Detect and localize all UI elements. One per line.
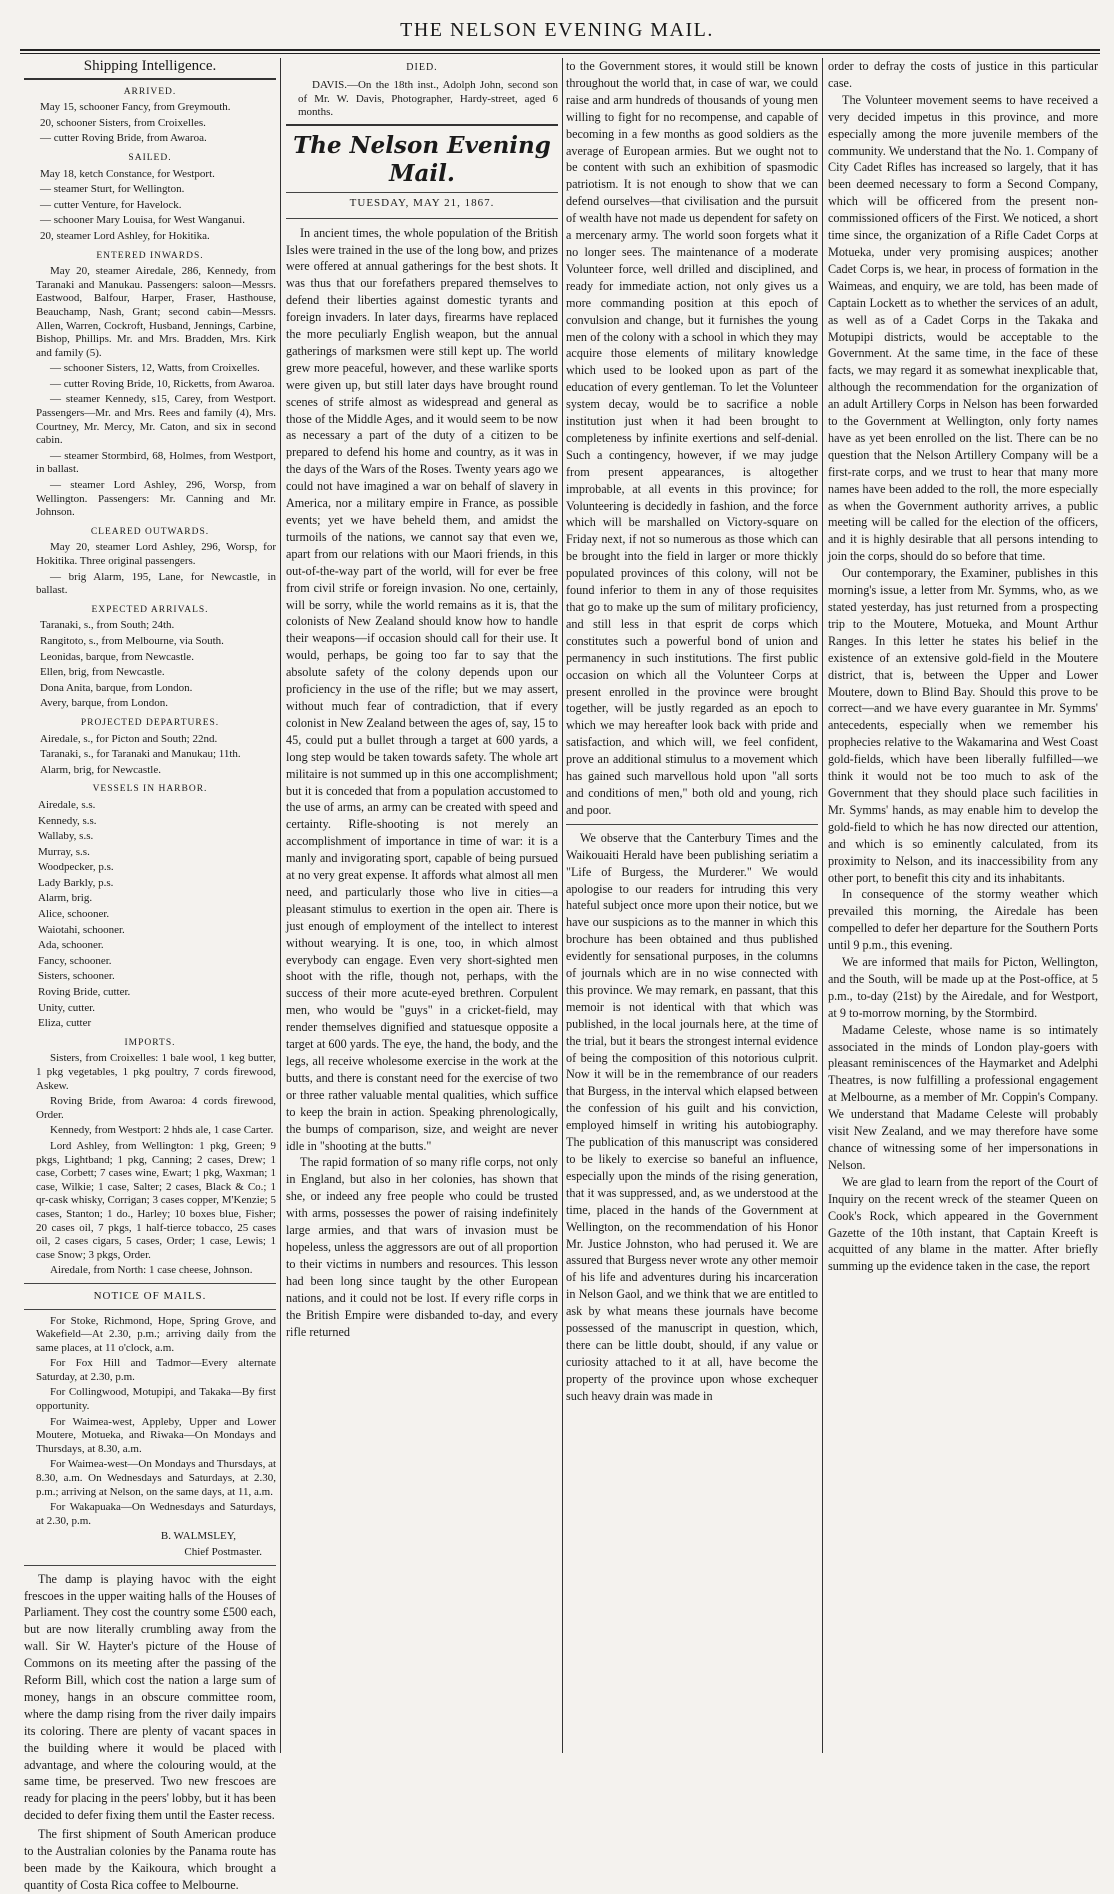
column-4 <box>828 58 1098 1753</box>
article-paragraph: Madame Celeste, whose name is so intimately associated in the minds of London play-goers with pleasant reminiscences of the Haymarket and Adelphi Theatres, is now fulfilling a professional engagement at Melbourne, as a member of Mr. Coppin's Company. We understand that Madame Celeste will probably visit New Zealand, and we may therefore have some chance of witnessing some of her impersonations in Nelson. <box>828 1022 1098 1172</box>
shipping-title: Shipping Intelligence. <box>83 58 217 74</box>
vessel-entry: Waiotahi, schooner. <box>38 923 125 936</box>
import-entry: Kennedy, from Westport: 2 hhds ale, 1 case Carter. <box>50 1124 274 1137</box>
article-paragraph: The damp is playing havoc with the eight frescoes in the upper waiting halls of the Houses of Parliament. They cost the country some £500 each, but are now literally crumbling away from the wall. Sir W. Hayter's picture of the House of Commons on its meeting after the passing of the Reform Bill, which cost the nation a large sum of money, hangs in an obscure committee room, where the damp rising from the river daily impairs its coloring. There are plenty of vacant spaces in the building where it would be placed with advantage, and where the colouring would, at the same time, be preserved. Two new frescoes are ready for placing in the peers' lobby, but it has been decided to defer fixing them until the Easter recess. <box>24 1571 276 1823</box>
mail-notice: For Collingwood, Motupipi, and Takaka—By first opportunity. <box>36 1386 276 1413</box>
vessel-entry: Ada, schooner. <box>38 939 104 952</box>
divider <box>24 1565 276 1566</box>
article-paragraph: to the Government stores, it would still be known throughout the world that, in case of war, we could raise and arm hundreds of thousands of young men willing to fight for no recompense, and capable of becoming in a few months as good soldiers as the average of European armies. But we ought not to be content with such an exhibition of spasmodic patriotism. It is not enough to show that we can defend ourselves—that civilisation and the pursuit of wealth have not made us dependent for safety on a mercenary army. The world soon forgets what it no longer sees. The maintenance of a moderate Volunteer force, well drilled and disciplined, and ready for immediate action, not only gives us a more commanding position at this epoch of convulsion and change, but it furnishes the young men of the colony with a school in which they may acquire those elements of military knowledge which used to be looked upon as part of the education of every gentleman. To let the Volunteer system decay, would be to sacrifice a noble institution just when it had been brought to completeness by infinite exertions and self-denial. Such a contingency, however, if we may judge from present appearances, is altogether improbable, at all events in this province; for Volunteering is decidedly in fashion, and the force which will be marshalled on Victory-square on Friday next, if not so numerous as those which can be brought into the field in larger or more thickly populated provinces of this colony, will not be found inferior to them in any of those requisites that go to make up the sum of military proficiency, and still less in that esprit de corps which constitutes such a powerful bond of union and permanency in such institutions. The first public occasion on which all the Volunteer Corps at present enrolled in the province were brought together, will be justly regarded as an epoch to which we may hereafter look back with pride and satisfaction, and which will, we feel confident, prove an additional stimulus to a movement which has gained such marvellous hold upon "all sorts and conditions of men," both old and young, rich and poor. <box>566 59 818 817</box>
arrived-heading: ARRIVED. <box>123 86 177 97</box>
column-1 <box>24 58 277 1892</box>
article-paragraph: We observe that the Canterbury Times and the Waikouaiti Herald have been publishing seriatim a "Life of Burgess, the Murderer." We would apologise to our readers for intruding this very hateful subject once more upon their notice, but we have our suspicions as to the manner in which this brochure has been obtained and thus published evidently for sensational purposes, in the columns of journals which are in no wise connected with this province. We may remark, en passant, that this memoir is not identical with that which was published, in the local journals here, at the time of the trial, but it bears the strongest internal evidence of being the composition of this notorious culprit. Now it will be in the remembrance of our readers that Burgess, in the interval which elapsed between the confession of his guilt and his conviction, employed himself in writing his autobiography. The publication of this manuscript was considered to be likely to exercise so baneful an influence, especially upon the minds of the rising generation, that it was suppressed, and, as we understood at the time, placed in the hands of the Government at Wellington, on the recommendation of his Honor Mr. Justice Johnston, who had perused it. We are assured that Burgess never wrote any other memoir of his life and adventures during his incarceration in Nelson Gaol, and we think that we are entitled to ask by what means these journals have become possessed of the manuscript in question, which, there can be little doubt, should, if any value or curiosity attached to it at all, have become the property of the province upon whose exchequer such heavy drain was made in <box>566 830 818 1403</box>
article-paragraph: The first shipment of South American produce to the Australian colonies by the Panama route has been made by the Kaikoura, which brought a quantity of Costa Rica coffee to Melbourne. <box>24 1827 276 1892</box>
article-paragraph: In consequence of the stormy weather which prevailed this morning, the Airedale has been compelled to defer her departure for the Southern Ports until 9 p.m., this evening. <box>828 887 1098 953</box>
import-entry: Airedale, from North: 1 case cheese, Johnson. <box>50 1264 253 1277</box>
vessel-entry: Wallaby, s.s. <box>38 830 94 843</box>
shipping-entry: May 20, steamer Airedale, 286, Kennedy, from Taranaki and Manukau. Passengers: saloon—Messrs. Eastwood, Balfour, Harper, Fraser, Hasthouse, Beauchamp, Nash, Grant; second cabin—Messrs. Allen, Warren, Cockroft, Husband, Jennings, Carbine, Bishop, Phillips. Mr. and Mrs. Bradden, Mrs. Kirk and family (5). <box>36 265 276 359</box>
expected-list <box>24 619 276 711</box>
column-3 <box>566 58 818 1753</box>
article-paragraph: The Volunteer movement seems to have received a very decided impetus in this province, and more especially among the more juvenile members of the community. We understand that the No. 1. Company of City Cadet Rifles has increased so largely, that it has been deemed necessary to form a Second Company, which will be officered from the present non-commissioned officers of the First. We noticed, a short time since, the organization of a Rifle Cadet Corps at Motueka, under very promising auspices; another Cadet Corps is, we hear, in process of formation in the Waimeas, and enquiry, we are told, has been made of Captain Lockett as to whether the services of an adult, as well as of a Cadet Corps in the Takaka and Motupipi districts, would be acceptable to the Government. At the same time, in the face of these facts, we may regard it as somewhat inexplicable that, although the recommendation for the organization of an adult Artillery Corps in Nelson has been forwarded to the Government at Wellington, only forty names have as yet been enrolled on the list. There can be no question that the Nelson Artillery Company will be a first-rate corps, and we trust to hear that many more names have been added to the roll, the more especially as when the Government authority arrives, a public meeting will be called for the election of the officers, and it is highly desirable that all persons intending to join the corps, should do so before that time. <box>828 92 1098 564</box>
divider <box>24 1309 276 1310</box>
divider <box>24 78 276 80</box>
vessel-entry: Fancy, schooner. <box>38 954 112 967</box>
shipping-entry: Dona Anita, barque, from London. <box>40 681 193 694</box>
divider <box>24 1283 276 1284</box>
vessel-entry: Unity, cutter. <box>38 1001 96 1014</box>
header-rule <box>20 49 1100 51</box>
sailed-heading: SAILED. <box>128 152 172 163</box>
shipping-entry: — steamer Stormbird, 68, Holmes, from Westport, in ballast. <box>36 449 276 476</box>
vessel-entry: Roving Bride, cutter. <box>38 986 131 999</box>
shipping-entry: Taranaki, s., from South; 24th. <box>40 619 175 632</box>
shipping-entry: Airedale, s., for Picton and South; 22nd. <box>40 732 218 745</box>
arrived-list <box>24 101 276 146</box>
died-heading: DIED. <box>406 62 438 73</box>
masthead <box>0 0 1114 50</box>
shipping-entry: Rangitoto, s., from Melbourne, via South. <box>40 634 224 647</box>
article-paragraph: The rapid formation of so many rifle corps, not only in England, but also in her colonies, has shown that she, or indeed any free people who could be trusted with arms, possesses the power of raising indefinitely large armies, and that wars of invasion must be hopeless, unless the aggressors are out of all proportion to their victims in numbers and resources. This lesson had been long since taught by the other European nations, and it could not be lost. If every rifle corps in the British Empire were disbanded to-day, and every rifle returned <box>286 1155 558 1339</box>
column-divider <box>280 58 281 1753</box>
shipping-entry: 20, schooner Sisters, from Croixelles. <box>40 116 206 129</box>
column-divider <box>822 58 823 1753</box>
divider <box>566 824 818 825</box>
entered-list <box>24 265 276 520</box>
article-paragraph: In ancient times, the whole population of the British Isles were trained in the use of the long bow, and prizes were offered at annual gatherings for the best shots. It was thus that our forefathers prepared themselves to defend their liberties against domestic tyrants and foreign invaders. In later days, firearms have replaced the more peculiarly English weapon, but the annual gatherings of marksmen were still kept up. The world grew more peaceful, however, and these warlike sports were given up, but still later days have brought round scenes of strife almost as widespread and general as those of the Middle Ages, and it would seem to be now as necessary a part of the duty of a citizen to be prepared to defend his home and country, as it was in the days of the Wars of the Roses. Twenty years ago we could not have imagined a war on behalf of slavery in America, nor a military empire in France, as possible events; yet we have beheld them, and amidst the turmoils of the nations, we cannot say that even we, apart from our relations with our Maori friends, in this out-of-the-way part of the world, will for ever be free from civil strife or foreign invasion. No one, certainly, will be sorry, while the world remains as it is, that the colonists of New Zealand should know how to handle their weapons—if occasion should call for their use. It would, perhaps, be going too far to say that the absolute safety of the colony depends upon our proficiency in the use of the rifle; but we may assert, without much fear of contradiction, that if every colonist in New Zealand between the ages of, say, 15 to 45, could put a bullet through a target at 600 yards, a long step would be taken towards safety. The whole art militaire is not summed up in this one accomplishment; but it is conceded that from a population accustomed to the use of arms, an army can be created with speed and certainty. Rifle-shooting is not merely an accomplishment of importance in time of war: it is a manly and invigorating sport, capable of being pursued at no very great expense. It affords what almost all men need, and particularly those who live in cities—a pleasant stimulus to exertion in the open air. There is just enough of employment of the intellect to interest without wearying. It is one, too, in which almost everybody can engage. Even very short-sighted men shoot with the rifle, though not, perhaps, with the success of their more acute-eyed brethren. Corpulent men, who would be "guys" in a cricket-field, may render themselves dignified and statuesque opposite a target at 600 yards. The eye, the hand, the body, and the legs, all receive wholesome exercise in the work at the butts, and there is constant need for the exercise of two or three rather valuable mental qualities, which suffice to keep the brain in action. Speaking phrenologically, the bumps of comparison, size, and weight are never idle in "shooting at the butts." <box>286 225 558 1153</box>
shipping-entry: Alarm, brig, for Newcastle. <box>40 763 161 776</box>
cleared-list <box>24 541 276 597</box>
vessel-entry: Woodpecker, p.s. <box>38 861 114 874</box>
mail-notice: For Waimea-west—On Mondays and Thursdays, at 8.30, a.m. On Wednesdays and Saturdays, at 2.30, p.m.; arriving at Nelson, on the same days, at 11, a.m. <box>36 1458 277 1498</box>
import-entry: Sisters, from Croixelles: 1 bale wool, 1 keg butter, 1 pkg vegetables, 1 pkg poultry, 7 cords firewood, Askew. <box>36 1052 276 1092</box>
sailed-list <box>24 168 276 244</box>
divider <box>286 218 558 219</box>
postmaster-title: Chief Postmaster. <box>184 1546 262 1558</box>
shipping-entry: Taranaki, s., for Taranaki and Manukau; 11th. <box>40 748 241 761</box>
article-paragraph: order to defray the costs of justice in this particular case. <box>828 59 1098 90</box>
column-divider <box>562 58 563 1753</box>
expected-heading: EXPECTED ARRIVALS. <box>91 604 209 615</box>
mails-heading: NOTICE OF MAILS. <box>93 1289 207 1302</box>
article-paragraph: Our contemporary, the Examiner, publishes in this morning's issue, a letter from Mr. Symms, who, as we stated yesterday, has just returned from a prospecting trip to the Moutere, Motueka, and Mount Arthur Ranges. In this letter he states his belief in the existence of an extensive gold-field in the Moutere district, that is, between the Upper and Lower Moutere, down to Blind Bay. Should this prove to be correct—and we have every guarantee in Mr. Symms' antecedents, especially when we remember his prophecies relative to the Wakamarina and West Coast gold-fields, which have been liberally fulfilled—we think it would not be too much to ask of the Government that they should place such facilities in Mr. Symms' hands, as may enable him to develop the gold-field to which he has now directed our attention, and which is so eminently calculated, from its proximity to Nelson, and its inaccessibility from any other port, to benefit this city and its inhabitants. <box>828 566 1098 885</box>
mail-notice: For Wakapuaka—On Wednesdays and Saturdays, at 2.30, p.m. <box>36 1501 276 1527</box>
header-rule-thin <box>20 53 1100 54</box>
shipping-entry: — brig Alarm, 195, Lane, for Newcastle, in ballast. <box>36 570 276 597</box>
vessel-entry: Lady Barkly, p.s. <box>38 876 114 889</box>
mail-notice: For Waimea-west, Appleby, Upper and Lower Moutere, Motueka, and Riwaka—On Mondays and Thursdays, at 8.30, a.m. <box>36 1415 276 1455</box>
entered-heading: ENTERED INWARDS. <box>96 250 204 261</box>
vessel-entry: Murray, s.s. <box>38 845 90 858</box>
vessel-entry: Alice, schooner. <box>38 908 110 921</box>
postmaster-name: B. WALMSLEY, <box>160 1530 236 1543</box>
mail-notice: For Stoke, Richmond, Hope, Spring Grove, and Wakefield—At 2.30, p.m.; arriving daily from the same places, at 11 o'clock, a.m. <box>36 1314 276 1354</box>
column-2 <box>286 58 558 1753</box>
shipping-entry: Ellen, brig, from Newcastle. <box>40 666 165 679</box>
shipping-entry: May 20, steamer Lord Ashley, 296, Worsp, for Hokitika. Three original passengers. <box>36 541 276 567</box>
projected-heading: PROJECTED DEPARTURES. <box>80 717 220 728</box>
issue-date: TUESDAY, MAY 21, 1867. <box>349 196 495 209</box>
newspaper-header-title: THE NELSON EVENING MAIL. <box>400 19 714 41</box>
died-notice: DAVIS.—On the 18th inst., Adolph John, second son of Mr. W. Davis, Photographer, Hardy-street, aged 6 months. <box>298 78 558 119</box>
shipping-entry: May 15, schooner Fancy, from Greymouth. <box>40 101 231 114</box>
vessel-entry: Kennedy, s.s. <box>38 814 97 827</box>
mails-list <box>24 1315 276 1529</box>
shipping-entry: — steamer Sturt, for Wellington. <box>40 183 185 196</box>
shipping-entry: 20, steamer Lord Ashley, for Hokitika. <box>40 229 210 242</box>
shipping-entry: — steamer Lord Ashley, 296, Worsp, from Wellington. Passengers: Mr. Canning and Mr. Johnson. <box>36 479 276 519</box>
shipping-entry: — cutter Roving Bride, 10, Ricketts, from Awaroa. <box>50 377 275 390</box>
shipping-entry: May 18, ketch Constance, for Westport. <box>40 167 215 180</box>
shipping-entry: — steamer Kennedy, s15, Carey, from Westport. Passengers—Mr. and Mrs. Rees and family (4), Mrs. Courtney, Mr. Mercy, Mr. Caton, and six in second cabin. <box>36 393 276 447</box>
harbor-heading: VESSELS IN HARBOR. <box>92 784 208 795</box>
imports-list <box>24 1052 276 1278</box>
cleared-heading: CLEARED OUTWARDS. <box>90 526 210 537</box>
vessel-entry: Eliza, cutter <box>38 1017 92 1030</box>
divider <box>286 124 558 126</box>
imports-heading: IMPORTS. <box>124 1037 176 1048</box>
import-entry: Lord Ashley, from Wellington: 1 pkg, Green; 9 pkgs, Lightband; 1 pkg, Canning; 2 cases, Drew; 1 case, Corbett; 7 cases wine, Ewart; 1 pkg, Waxman; 1 case, Wilkie; 1 case, Salter; 2 cases, Black & Co.; 1 qr-cask whisky, Corrigan; 3 cases copper, M'Kenzie; 5 cases, Stanton; 1 do., Harley; 10 boxes blue, Fisher; 20 cases oil, 7 pkgs, 1 half-tierce tobacco, 25 cases oil, 2 cases cigars, 5 cases, Order; 1 case, Lewis; 1 case Snow; 3 pkgs, Order. <box>36 1139 276 1261</box>
import-entry: Roving Bride, from Awaroa: 4 cords firewood, Order. <box>36 1095 276 1121</box>
shipping-entry: Leonidas, barque, from Newcastle. <box>40 650 194 663</box>
shipping-entry: — schooner Mary Louisa, for West Wanganui. <box>40 214 245 227</box>
shipping-entry: Avery, barque, from London. <box>40 697 168 710</box>
shipping-entry: — schooner Sisters, 12, Watts, from Croixelles. <box>50 362 260 375</box>
shipping-entry: — cutter Venture, for Havelock. <box>40 198 182 211</box>
paper-title: The Nelson Evening Mail. <box>293 131 551 187</box>
divider <box>286 192 558 193</box>
vessel-entry: Alarm, brig. <box>38 892 93 905</box>
shipping-entry: — cutter Roving Bride, from Awaroa. <box>40 132 207 145</box>
article-paragraph: We are informed that mails for Picton, Wellington, and the South, will be made up at the Post-office, at 5 p.m., to-day (21st) by the Airedale, and for Westport, at 9 to-morrow morning, by the Stormbird. <box>828 955 1098 1020</box>
mail-notice: For Fox Hill and Tadmor—Every alternate Saturday, at 2.30, p.m. <box>36 1357 276 1383</box>
vessel-entry: Airedale, s.s. <box>38 798 96 811</box>
harbor-list <box>24 799 276 1031</box>
vessel-entry: Sisters, schooner. <box>38 970 115 983</box>
article-paragraph: We are glad to learn from the report of the Court of Inquiry on the recent wreck of the steamer Queen on Cook's Rock, which appeared in the Government Gazette of the 10th instant, that Captain Kreeft is acquitted of any blame in the matter. After briefly summing up the evidence taken in the case, the report <box>828 1174 1098 1274</box>
projected-list <box>24 733 276 778</box>
